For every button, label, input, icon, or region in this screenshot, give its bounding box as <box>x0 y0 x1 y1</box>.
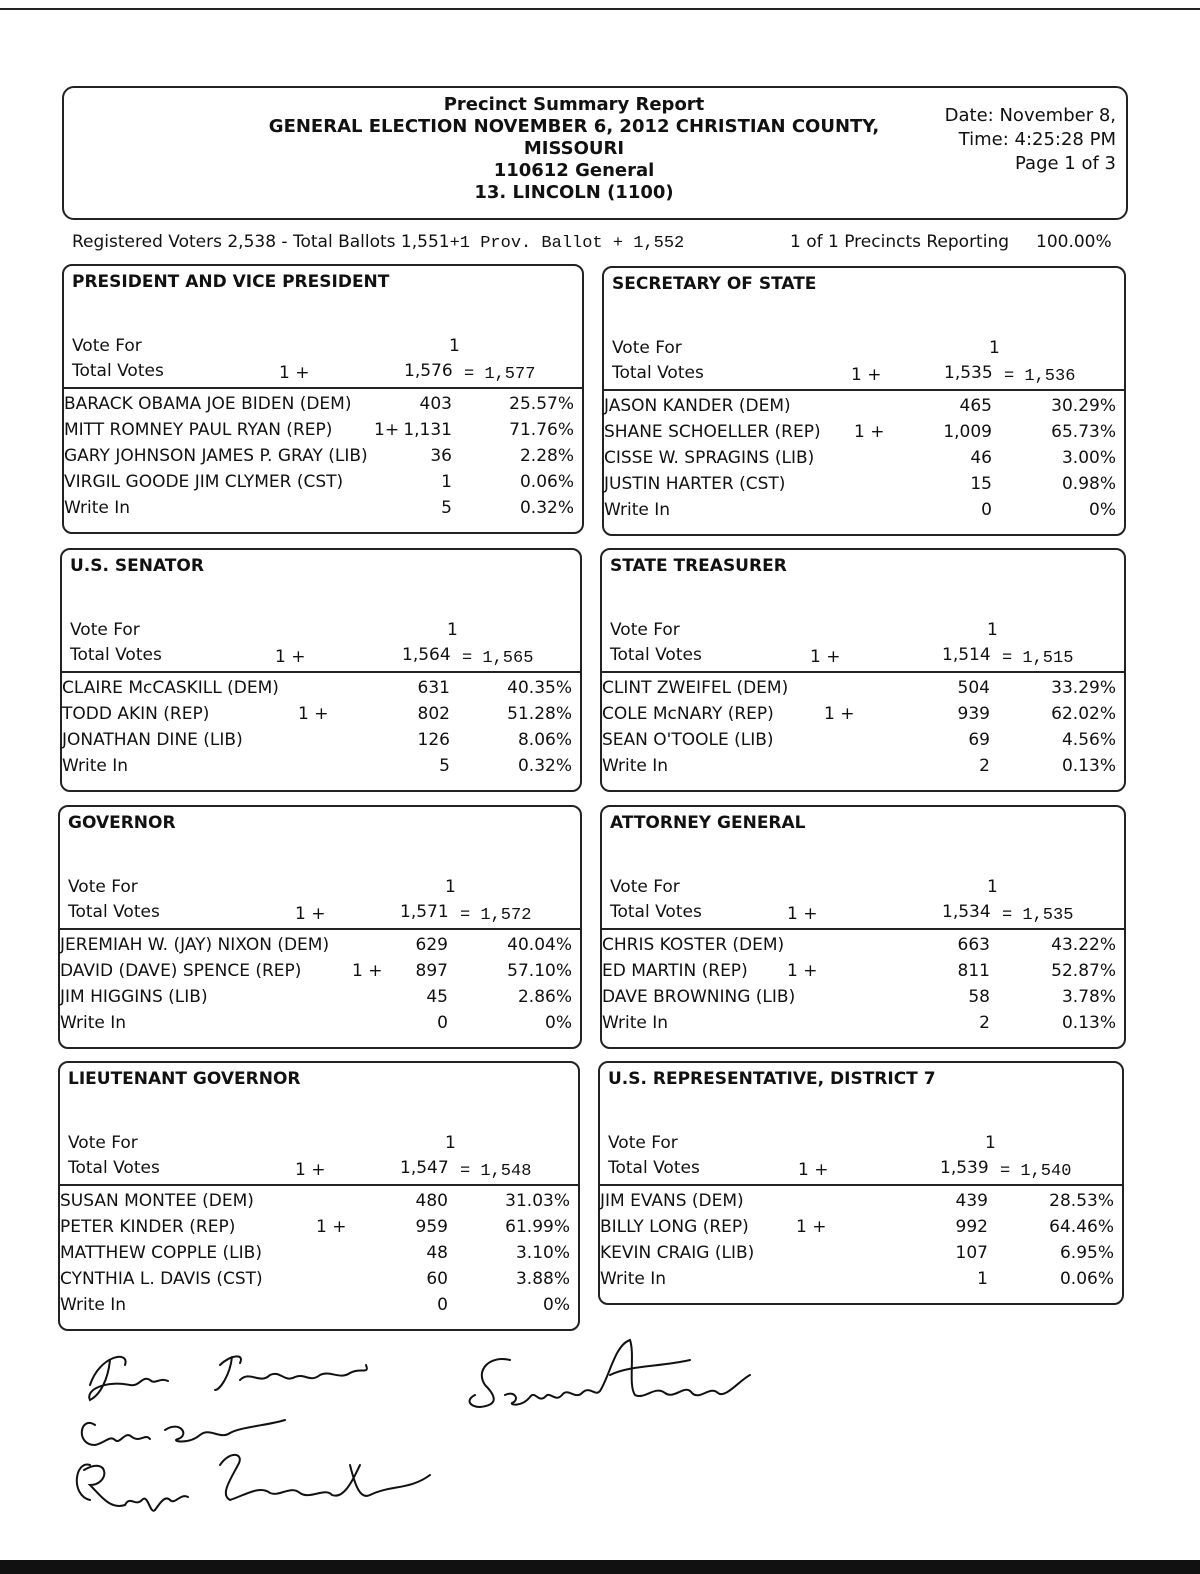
contest-state-treasurer <box>600 548 1126 792</box>
candidate-row <box>600 1191 1114 1217</box>
report-header <box>62 86 1128 220</box>
handwritten-plus-one: 1+ <box>374 420 400 440</box>
candidate-row <box>60 1217 570 1243</box>
vote-for-label: Vote For <box>610 620 680 640</box>
candidate-name: BILLY LONG (REP) <box>600 1217 749 1237</box>
candidate-name: TODD AKIN (REP) <box>62 704 210 724</box>
handwritten-adjusted-total: = 1,515 <box>1002 649 1074 668</box>
candidate-votes: 107 <box>955 1243 988 1263</box>
handwritten-plus-one: 1 + <box>787 961 818 981</box>
candidate-row <box>602 1013 1116 1039</box>
total-votes-label: Total Votes <box>68 1158 160 1178</box>
candidate-name: JIM HIGGINS (LIB) <box>60 987 208 1007</box>
candidate-votes: 45 <box>426 987 448 1007</box>
candidate-votes: 0 <box>437 1295 448 1315</box>
contest-u-s-senator <box>60 548 582 792</box>
report-time: Time: 4:25:28 PM <box>958 129 1116 150</box>
candidate-row <box>600 1269 1114 1295</box>
signature-right <box>460 1335 760 1435</box>
candidate-votes: 939 <box>957 704 990 724</box>
election-line-2: MISSOURI <box>523 138 625 159</box>
candidate-name: JONATHAN DINE (LIB) <box>62 730 243 750</box>
candidate-rows <box>604 396 1116 526</box>
candidate-percent: 2.28% <box>519 446 574 466</box>
precinct-name: 13. LINCOLN (1100) <box>474 182 674 203</box>
handwritten-plus-one: 1 + <box>275 647 306 667</box>
candidate-votes: 15 <box>970 474 992 494</box>
vote-for-label: Vote For <box>608 1133 678 1153</box>
total-votes-label: Total Votes <box>608 1158 700 1178</box>
candidate-rows <box>60 1191 570 1321</box>
divider <box>64 387 582 389</box>
candidate-votes: 802 <box>417 704 450 724</box>
candidate-votes: 811 <box>957 961 990 981</box>
candidate-name: CHRIS KOSTER (DEM) <box>602 935 785 955</box>
contest-title: U.S. SENATOR <box>70 556 204 576</box>
candidate-name: MATTHEW COPPLE (LIB) <box>60 1243 262 1263</box>
candidate-percent: 0% <box>545 1013 572 1033</box>
total-votes-label: Total Votes <box>72 361 164 381</box>
candidate-name: Write In <box>60 1013 127 1033</box>
divider <box>62 671 580 673</box>
candidate-row <box>602 678 1116 704</box>
contest-title: GOVERNOR <box>68 813 176 833</box>
contest-attorney-general <box>600 805 1126 1049</box>
election-code: 110612 General <box>493 160 655 181</box>
candidate-percent: 0.13% <box>1061 1013 1116 1033</box>
handwritten-plus-one: 1 + <box>295 904 326 924</box>
candidate-name: JASON KANDER (DEM) <box>604 396 791 416</box>
total-votes-label: Total Votes <box>612 363 704 383</box>
candidate-row <box>604 396 1116 422</box>
handwritten-plus-one: 1 + <box>787 904 818 924</box>
header-meta <box>945 104 1116 176</box>
divider <box>60 928 580 930</box>
candidate-row <box>60 935 572 961</box>
candidate-percent: 3.10% <box>515 1243 570 1263</box>
handwritten-plus-one: 1 + <box>851 365 882 385</box>
candidate-percent: 0.32% <box>517 756 572 776</box>
candidate-percent: 0% <box>543 1295 570 1315</box>
candidate-name: DAVID (DAVE) SPENCE (REP) <box>60 961 302 981</box>
candidate-percent: 61.99% <box>505 1217 570 1237</box>
contest-title: PRESIDENT AND VICE PRESIDENT <box>72 272 390 292</box>
total-votes-value: 1,576 <box>404 361 453 381</box>
candidate-votes: 69 <box>968 730 990 750</box>
total-votes-value: 1,534 <box>942 902 991 922</box>
candidate-percent: 64.46% <box>1049 1217 1114 1237</box>
candidate-row <box>60 1295 570 1321</box>
total-votes-label: Total Votes <box>70 645 162 665</box>
candidate-row <box>602 987 1116 1013</box>
candidate-row <box>64 446 574 472</box>
candidate-name: PETER KINDER (REP) <box>60 1217 236 1237</box>
divider <box>60 1184 578 1186</box>
candidate-percent: 31.03% <box>505 1191 570 1211</box>
candidate-votes: 504 <box>957 678 990 698</box>
divider <box>604 389 1124 391</box>
candidate-name: COLE McNARY (REP) <box>602 704 774 724</box>
candidate-votes: 126 <box>417 730 450 750</box>
contest-president-and-vice-president <box>62 264 584 534</box>
signature-left-group <box>70 1335 450 1535</box>
candidate-votes: 48 <box>426 1243 448 1263</box>
handwritten-plus-one: 1 + <box>298 704 329 724</box>
candidate-name: Write In <box>600 1269 667 1289</box>
candidate-votes: 1,009 <box>943 422 992 442</box>
candidate-row <box>62 756 572 782</box>
candidate-votes: 5 <box>439 756 450 776</box>
candidate-row <box>64 420 574 446</box>
candidate-percent: 25.57% <box>509 394 574 414</box>
candidate-percent: 62.02% <box>1051 704 1116 724</box>
candidate-percent: 0% <box>1089 500 1116 520</box>
candidate-percent: 28.53% <box>1049 1191 1114 1211</box>
total-votes-value: 1,535 <box>944 363 993 383</box>
candidate-votes: 58 <box>968 987 990 1007</box>
candidate-percent: 6.95% <box>1059 1243 1114 1263</box>
candidate-row <box>62 678 572 704</box>
total-votes-value: 1,571 <box>400 902 449 922</box>
total-votes-label: Total Votes <box>610 645 702 665</box>
candidate-percent: 40.04% <box>507 935 572 955</box>
candidate-votes: 959 <box>415 1217 448 1237</box>
handwritten-adjusted-total: = 1,565 <box>462 649 534 668</box>
candidate-name: Write In <box>62 756 129 776</box>
candidate-votes: 1,131 <box>403 420 452 440</box>
vote-for-count: 1 <box>987 620 998 640</box>
candidate-row <box>600 1243 1114 1269</box>
candidate-name: Write In <box>604 500 671 520</box>
vote-for-count: 1 <box>445 1133 456 1153</box>
summary-line <box>72 232 684 253</box>
contest-title: ATTORNEY GENERAL <box>610 813 806 833</box>
candidate-votes: 2 <box>979 1013 990 1033</box>
candidate-name: DAVE BROWNING (LIB) <box>602 987 796 1007</box>
contest-secretary-of-state <box>602 266 1126 536</box>
handwritten-adjusted-total: = 1,536 <box>1004 367 1076 386</box>
candidate-row <box>60 1191 570 1217</box>
candidate-rows <box>602 678 1116 782</box>
total-votes-value: 1,539 <box>940 1158 989 1178</box>
handwritten-adjusted-total: = 1,540 <box>1000 1162 1072 1181</box>
candidate-votes: 663 <box>957 935 990 955</box>
candidate-row <box>60 1269 570 1295</box>
candidate-percent: 2.86% <box>517 987 572 1007</box>
candidate-percent: 0.06% <box>1059 1269 1114 1289</box>
candidate-name: SHANE SCHOELLER (REP) <box>604 422 821 442</box>
reporting-percent: 100.00% <box>1036 232 1112 252</box>
candidate-row <box>602 935 1116 961</box>
candidate-name: CISSE W. SPRAGINS (LIB) <box>604 448 815 468</box>
candidate-votes: 1 <box>441 472 452 492</box>
divider <box>602 671 1124 673</box>
vote-for-label: Vote For <box>612 338 682 358</box>
candidate-percent: 51.28% <box>507 704 572 724</box>
vote-for-count: 1 <box>445 877 456 897</box>
handwritten-adjusted-total: = 1,572 <box>460 906 532 925</box>
handwritten-adjusted-total: = 1,535 <box>1002 906 1074 925</box>
candidate-votes: 46 <box>970 448 992 468</box>
vote-for-label: Vote For <box>70 620 140 640</box>
vote-for-count: 1 <box>449 336 460 356</box>
candidate-votes: 629 <box>415 935 448 955</box>
candidate-name: SEAN O'TOOLE (LIB) <box>602 730 774 750</box>
candidate-name: JIM EVANS (DEM) <box>600 1191 744 1211</box>
candidate-rows <box>62 678 572 782</box>
candidate-rows <box>602 935 1116 1039</box>
candidate-name: MITT ROMNEY PAUL RYAN (REP) <box>64 420 333 440</box>
page-number: Page 1 of 3 <box>1015 153 1116 174</box>
candidate-row <box>604 448 1116 474</box>
candidate-name: GARY JOHNSON JAMES P. GRAY (LIB) <box>64 446 368 466</box>
candidate-name: CLINT ZWEIFEL (DEM) <box>602 678 789 698</box>
candidate-name: SUSAN MONTEE (DEM) <box>60 1191 254 1211</box>
candidate-percent: 33.29% <box>1051 678 1116 698</box>
candidate-row <box>604 474 1116 500</box>
total-votes-value: 1,547 <box>400 1158 449 1178</box>
candidate-votes: 439 <box>955 1191 988 1211</box>
candidate-row <box>64 472 574 498</box>
candidate-votes: 5 <box>441 498 452 518</box>
candidate-name: JEREMIAH W. (JAY) NIXON (DEM) <box>60 935 330 955</box>
candidate-votes: 0 <box>437 1013 448 1033</box>
candidate-votes: 897 <box>415 961 448 981</box>
candidate-row <box>602 730 1116 756</box>
header-title-block <box>214 94 934 204</box>
vote-for-label: Vote For <box>72 336 142 356</box>
divider <box>600 1184 1122 1186</box>
candidate-votes: 60 <box>426 1269 448 1289</box>
candidate-row <box>604 422 1116 448</box>
contest-title: SECRETARY OF STATE <box>612 274 817 294</box>
handwritten-plus-one: 1 + <box>279 363 310 383</box>
report-title: Precinct Summary Report <box>443 94 705 115</box>
candidate-row <box>64 498 574 524</box>
vote-for-count: 1 <box>447 620 458 640</box>
candidate-votes: 480 <box>415 1191 448 1211</box>
candidate-percent: 57.10% <box>507 961 572 981</box>
candidate-name: CLAIRE McCASKILL (DEM) <box>62 678 279 698</box>
candidate-percent: 3.78% <box>1061 987 1116 1007</box>
top-rule <box>0 8 1200 10</box>
handwritten-plus-one: 1 + <box>798 1160 829 1180</box>
bottom-scan-edge <box>0 1560 1200 1574</box>
candidate-rows <box>600 1191 1114 1295</box>
candidate-row <box>60 1243 570 1269</box>
candidate-name: BARACK OBAMA JOE BIDEN (DEM) <box>64 394 352 414</box>
candidate-name: Write In <box>60 1295 127 1315</box>
candidate-percent: 43.22% <box>1051 935 1116 955</box>
candidate-name: KEVIN CRAIG (LIB) <box>600 1243 755 1263</box>
candidate-row <box>60 961 572 987</box>
candidate-votes: 631 <box>417 678 450 698</box>
candidate-name: ED MARTIN (REP) <box>602 961 748 981</box>
vote-for-count: 1 <box>989 338 1000 358</box>
candidate-percent: 4.56% <box>1061 730 1116 750</box>
handwritten-plus-one: 1 + <box>854 422 885 442</box>
total-votes-value: 1,564 <box>402 645 451 665</box>
vote-for-label: Vote For <box>68 877 138 897</box>
vote-for-label: Vote For <box>68 1133 138 1153</box>
candidate-percent: 52.87% <box>1051 961 1116 981</box>
candidate-percent: 0.13% <box>1061 756 1116 776</box>
candidate-votes: 403 <box>419 394 452 414</box>
candidate-row <box>602 961 1116 987</box>
candidate-percent: 0.98% <box>1061 474 1116 494</box>
candidate-percent: 3.00% <box>1061 448 1116 468</box>
divider <box>602 928 1124 930</box>
handwritten-adjusted-total: = 1,577 <box>464 365 536 384</box>
total-votes-value: 1,514 <box>942 645 991 665</box>
vote-for-count: 1 <box>985 1133 996 1153</box>
candidate-percent: 3.88% <box>515 1269 570 1289</box>
candidate-row <box>60 1013 572 1039</box>
candidate-percent: 0.32% <box>519 498 574 518</box>
handwritten-plus-one: 1 + <box>810 647 841 667</box>
handwritten-plus-one: 1 + <box>824 704 855 724</box>
candidate-percent: 0.06% <box>519 472 574 492</box>
contest-u-s-representative-district-7 <box>598 1061 1124 1305</box>
candidate-name: Write In <box>64 498 131 518</box>
total-votes-label: Total Votes <box>68 902 160 922</box>
handwritten-plus-one: 1 + <box>796 1217 827 1237</box>
candidate-row <box>602 756 1116 782</box>
candidate-votes: 465 <box>959 396 992 416</box>
candidate-rows <box>64 394 574 524</box>
candidate-votes: 0 <box>981 500 992 520</box>
candidate-name: VIRGIL GOODE JIM CLYMER (CST) <box>64 472 344 492</box>
candidate-row <box>602 704 1116 730</box>
candidate-row <box>62 730 572 756</box>
precincts-reporting: 1 of 1 Precincts Reporting <box>790 232 1010 252</box>
candidate-rows <box>60 935 572 1039</box>
handwritten-plus-one: 1 + <box>316 1217 347 1237</box>
candidate-votes: 36 <box>430 446 452 466</box>
total-votes-label: Total Votes <box>610 902 702 922</box>
candidate-percent: 40.35% <box>507 678 572 698</box>
candidate-percent: 71.76% <box>509 420 574 440</box>
candidate-percent: 65.73% <box>1051 422 1116 442</box>
candidate-votes: 1 <box>977 1269 988 1289</box>
handwritten-adjusted-total: = 1,548 <box>460 1162 532 1181</box>
contest-title: U.S. REPRESENTATIVE, DISTRICT 7 <box>608 1069 936 1089</box>
handwritten-provisional-note: +1 Prov. Ballot + 1,552 <box>449 234 685 253</box>
handwritten-plus-one: 1 + <box>352 961 383 981</box>
candidate-percent: 30.29% <box>1051 396 1116 416</box>
contest-governor <box>58 805 582 1049</box>
candidate-name: JUSTIN HARTER (CST) <box>604 474 786 494</box>
contest-title: LIEUTENANT GOVERNOR <box>68 1069 301 1089</box>
registered-voters: Registered Voters 2,538 - Total Ballots 1,551 <box>72 232 450 252</box>
candidate-row <box>60 987 572 1013</box>
election-line-1: GENERAL ELECTION NOVEMBER 6, 2012 CHRISTIAN COUNTY, <box>268 116 880 137</box>
candidate-votes: 992 <box>955 1217 988 1237</box>
candidate-name: Write In <box>602 1013 669 1033</box>
candidate-row <box>64 394 574 420</box>
candidate-row <box>604 500 1116 526</box>
candidate-votes: 2 <box>979 756 990 776</box>
report-date: Date: November 8, <box>944 105 1116 126</box>
candidate-percent: 8.06% <box>517 730 572 750</box>
candidate-row <box>62 704 572 730</box>
candidate-row <box>600 1217 1114 1243</box>
handwritten-plus-one: 1 + <box>295 1160 326 1180</box>
candidate-name: Write In <box>602 756 669 776</box>
vote-for-label: Vote For <box>610 877 680 897</box>
candidate-name: CYNTHIA L. DAVIS (CST) <box>60 1269 263 1289</box>
vote-for-count: 1 <box>987 877 998 897</box>
contest-title: STATE TREASURER <box>610 556 787 576</box>
contest-lieutenant-governor <box>58 1061 580 1331</box>
